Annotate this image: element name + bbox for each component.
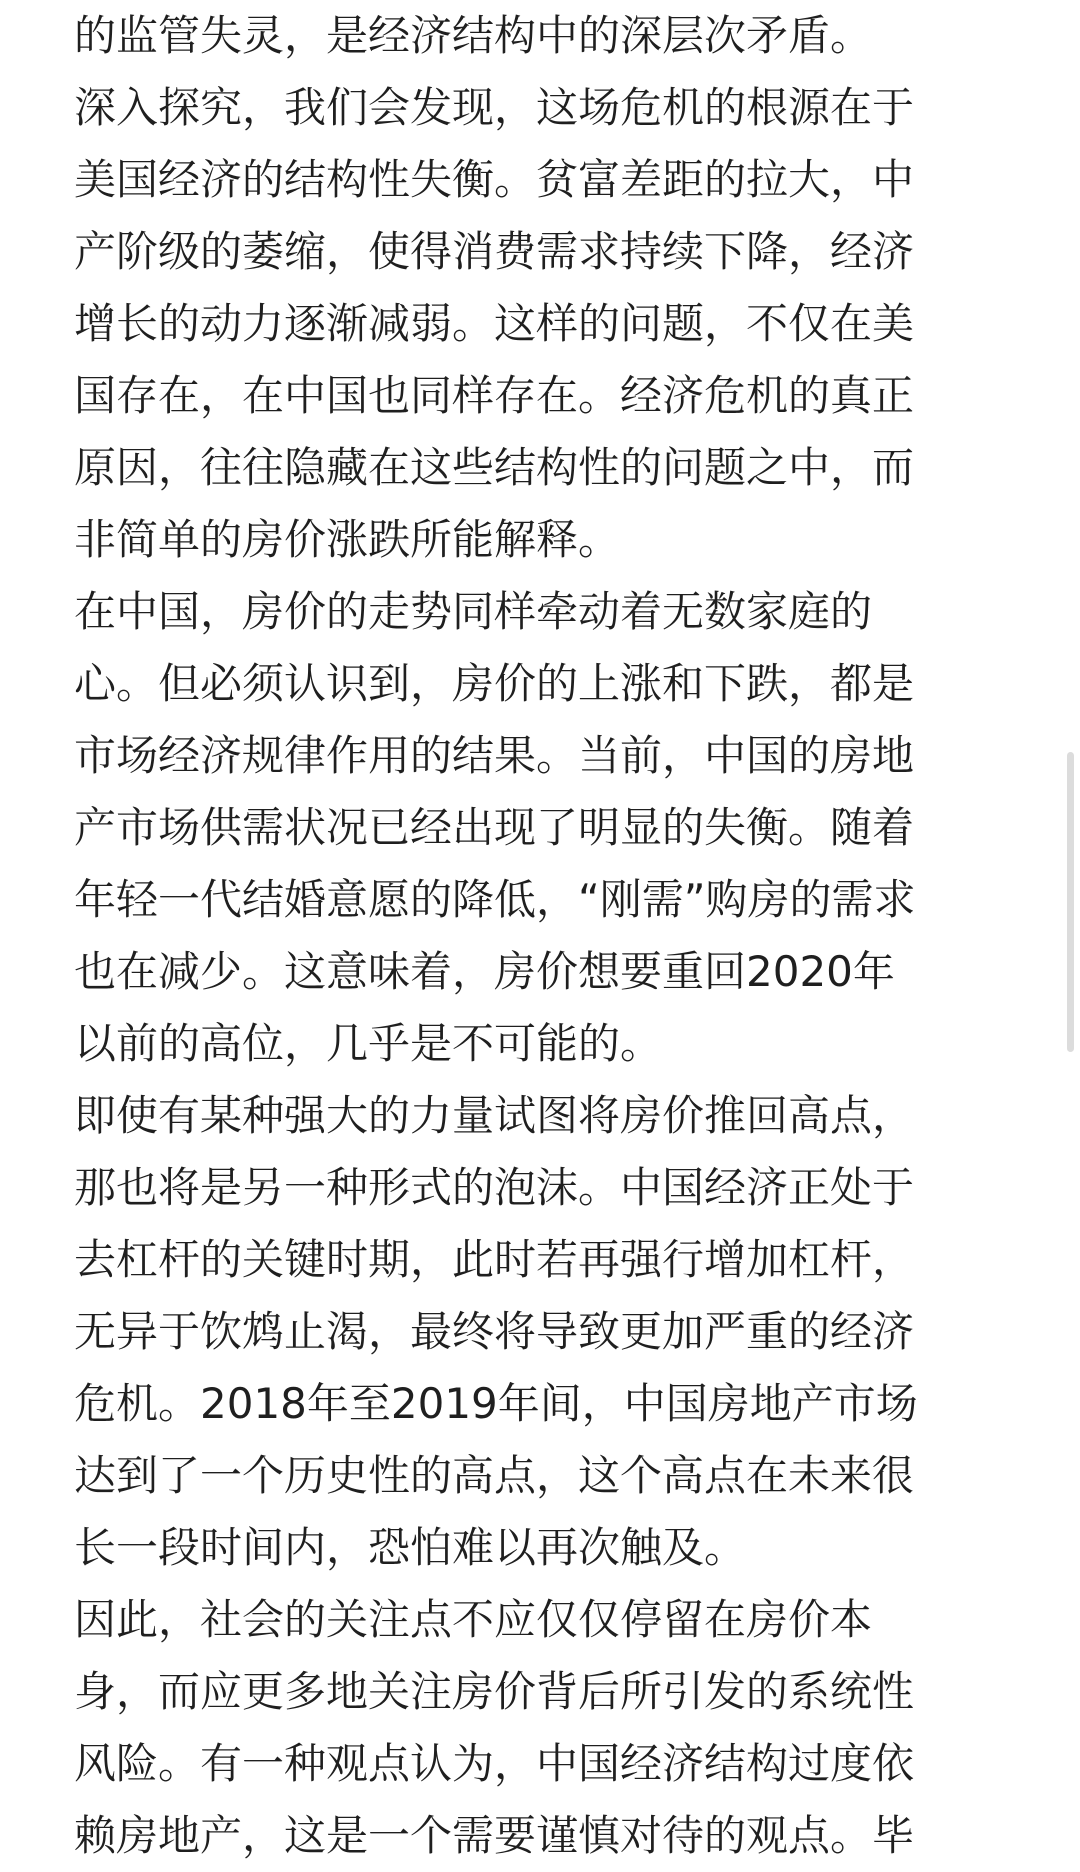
text-line: 年轻一代结婚意愿的降低，“刚需”购房的需求	[74, 875, 916, 924]
text-line: 赖房地产，这是一个需要谨慎对待的观点。毕	[74, 1811, 915, 1860]
text-line: 那也将是另一种形式的泡沫。中国经济正处于	[74, 1163, 915, 1212]
text-line: 以前的高位，几乎是不可能的。	[74, 1019, 663, 1068]
text-line: 即使有某种强大的力量试图将房价推回高点，	[74, 1091, 915, 1140]
text-line: 原因，往往隐藏在这些结构性的问题之中，而	[74, 443, 915, 492]
text-line: 增长的动力逐渐减弱。这样的问题，不仅在美	[74, 299, 915, 348]
text-line: 非简单的房价涨跌所能解释。	[74, 515, 621, 564]
article-body	[74, 0, 1008, 1872]
text-line: 危机。2018年至2019年间，中国房地产市场	[74, 1379, 918, 1428]
scrollbar-thumb[interactable]	[1067, 752, 1074, 1052]
text-line: 产阶级的萎缩，使得消费需求持续下降，经济	[74, 227, 915, 276]
text-line: 心。但必须认识到，房价的上涨和下跌，都是	[74, 659, 915, 708]
text-line: 去杠杆的关键时期，此时若再强行增加杠杆，	[74, 1235, 915, 1284]
text-line: 也在减少。这意味着，房价想要重回2020年	[74, 947, 895, 996]
text-line: 在中国，房价的走势同样牵动着无数家庭的	[74, 587, 873, 636]
text-line: 美国经济的结构性失衡。贫富差距的拉大，中	[74, 155, 915, 204]
text-line: 因此，社会的关注点不应仅仅停留在房价本	[74, 1595, 873, 1644]
text-line: 风险。有一种观点认为，中国经济结构过度依	[74, 1739, 915, 1788]
text-line: 市场经济规律作用的结果。当前，中国的房地	[74, 731, 915, 780]
text-line: 达到了一个历史性的高点，这个高点在未来很	[74, 1451, 915, 1500]
text-line: 的监管失灵，是经济结构中的深层次矛盾。	[74, 11, 873, 60]
text-line: 身，而应更多地关注房价背后所引发的系统性	[74, 1667, 915, 1716]
text-line: 产市场供需状况已经出现了明显的失衡。随着	[74, 803, 915, 852]
text-line: 深入探究，我们会发现，这场危机的根源在于	[74, 83, 915, 132]
text-line: 长一段时间内，恐怕难以再次触及。	[74, 1523, 747, 1572]
text-line: 无异于饮鸩止渴，最终将导致更加严重的经济	[74, 1307, 915, 1356]
text-line: 国存在，在中国也同样存在。经济危机的真正	[74, 371, 915, 420]
